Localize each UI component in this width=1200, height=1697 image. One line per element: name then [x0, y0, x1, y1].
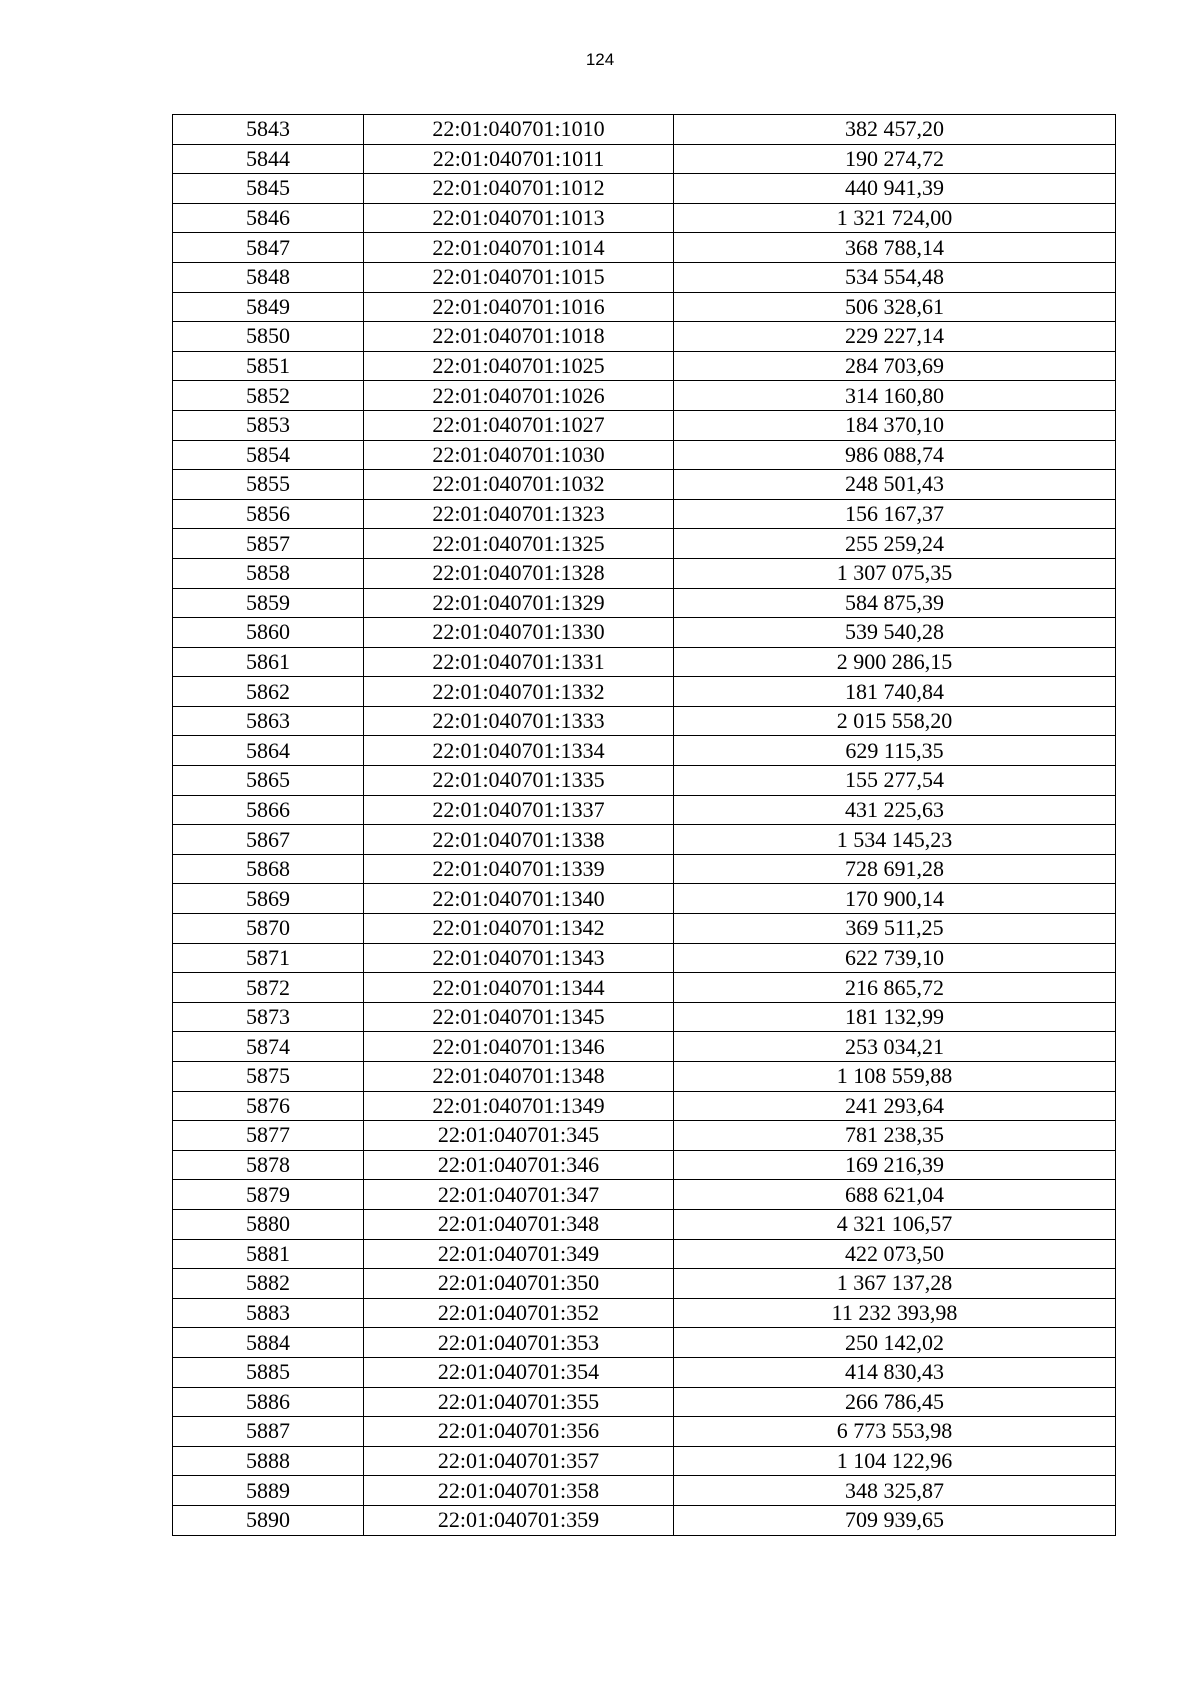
cadastral-number-cell: 22:01:040701:1346: [364, 1032, 674, 1062]
row-number-cell: 5872: [173, 973, 364, 1003]
cadastral-number-cell: 22:01:040701:1032: [364, 470, 674, 500]
row-number-cell: 5868: [173, 854, 364, 884]
cadastral-number-cell: 22:01:040701:357: [364, 1446, 674, 1476]
value-cell: 2 900 286,15: [674, 647, 1116, 677]
row-number-cell: 5867: [173, 825, 364, 855]
table-row: [173, 410, 1116, 440]
page-number: 124: [585, 50, 615, 69]
table-row: [173, 736, 1116, 766]
table-row: [173, 884, 1116, 914]
value-cell: 534 554,48: [674, 262, 1116, 292]
value-cell: 368 788,14: [674, 233, 1116, 263]
cadastral-number-cell: 22:01:040701:1328: [364, 558, 674, 588]
value-cell: 440 941,39: [674, 174, 1116, 204]
table-row: [173, 1387, 1116, 1417]
cadastral-number-cell: 22:01:040701:1338: [364, 825, 674, 855]
row-number-cell: 5850: [173, 322, 364, 352]
cadastral-number-cell: 22:01:040701:1011: [364, 144, 674, 174]
value-cell: 156 167,37: [674, 499, 1116, 529]
row-number-cell: 5845: [173, 174, 364, 204]
row-number-cell: 5847: [173, 233, 364, 263]
row-number-cell: 5878: [173, 1150, 364, 1180]
value-cell: 1 104 122,96: [674, 1446, 1116, 1476]
row-number-cell: 5879: [173, 1180, 364, 1210]
cadastral-number-cell: 22:01:040701:1348: [364, 1062, 674, 1092]
row-number-cell: 5877: [173, 1121, 364, 1151]
table-row: [173, 529, 1116, 559]
cadastral-number-cell: 22:01:040701:350: [364, 1269, 674, 1299]
cadastral-number-cell: 22:01:040701:347: [364, 1180, 674, 1210]
cadastral-number-cell: 22:01:040701:1015: [364, 262, 674, 292]
value-cell: 216 865,72: [674, 973, 1116, 1003]
table-row: [173, 766, 1116, 796]
cadastral-number-cell: 22:01:040701:356: [364, 1417, 674, 1447]
value-cell: 986 088,74: [674, 440, 1116, 470]
cadastral-number-cell: 22:01:040701:1027: [364, 410, 674, 440]
table-row: [173, 1209, 1116, 1239]
cadastral-number-cell: 22:01:040701:1343: [364, 943, 674, 973]
row-number-cell: 5844: [173, 144, 364, 174]
table-row: [173, 1505, 1116, 1535]
row-number-cell: 5884: [173, 1328, 364, 1358]
row-number-cell: 5881: [173, 1239, 364, 1269]
cadastral-number-cell: 22:01:040701:1330: [364, 618, 674, 648]
value-cell: 728 691,28: [674, 854, 1116, 884]
cadastral-number-cell: 22:01:040701:1345: [364, 1002, 674, 1032]
cadastral-number-cell: 22:01:040701:1025: [364, 351, 674, 381]
cadastral-number-cell: 22:01:040701:1337: [364, 795, 674, 825]
value-cell: 1 367 137,28: [674, 1269, 1116, 1299]
table-row: [173, 1476, 1116, 1506]
row-number-cell: 5869: [173, 884, 364, 914]
value-cell: 781 238,35: [674, 1121, 1116, 1151]
table-row: [173, 351, 1116, 381]
row-number-cell: 5889: [173, 1476, 364, 1506]
value-cell: 629 115,35: [674, 736, 1116, 766]
value-cell: 622 739,10: [674, 943, 1116, 973]
table-row: [173, 203, 1116, 233]
cadastral-number-cell: 22:01:040701:352: [364, 1298, 674, 1328]
value-cell: 431 225,63: [674, 795, 1116, 825]
table-row: [173, 1180, 1116, 1210]
cadastral-number-cell: 22:01:040701:346: [364, 1150, 674, 1180]
cadastral-number-cell: 22:01:040701:1339: [364, 854, 674, 884]
cadastral-number-cell: 22:01:040701:1349: [364, 1091, 674, 1121]
row-number-cell: 5858: [173, 558, 364, 588]
table-row: [173, 825, 1116, 855]
cadastral-number-cell: 22:01:040701:1013: [364, 203, 674, 233]
value-cell: 253 034,21: [674, 1032, 1116, 1062]
table-row: [173, 1150, 1116, 1180]
table-row: [173, 322, 1116, 352]
row-number-cell: 5855: [173, 470, 364, 500]
cadastral-number-cell: 22:01:040701:1333: [364, 706, 674, 736]
value-cell: 169 216,39: [674, 1150, 1116, 1180]
table-row: [173, 174, 1116, 204]
row-number-cell: 5890: [173, 1505, 364, 1535]
row-number-cell: 5864: [173, 736, 364, 766]
table-row: [173, 558, 1116, 588]
table-row: [173, 1417, 1116, 1447]
value-cell: 11 232 393,98: [674, 1298, 1116, 1328]
table-row: [173, 914, 1116, 944]
row-number-cell: 5882: [173, 1269, 364, 1299]
table-row: [173, 470, 1116, 500]
cadastral-number-cell: 22:01:040701:1030: [364, 440, 674, 470]
row-number-cell: 5849: [173, 292, 364, 322]
table-row: [173, 854, 1116, 884]
row-number-cell: 5885: [173, 1357, 364, 1387]
registry-table: [172, 114, 1116, 1536]
table-row: [173, 1062, 1116, 1092]
row-number-cell: 5886: [173, 1387, 364, 1417]
value-cell: 348 325,87: [674, 1476, 1116, 1506]
row-number-cell: 5862: [173, 677, 364, 707]
table-row: [173, 1032, 1116, 1062]
cadastral-number-cell: 22:01:040701:358: [364, 1476, 674, 1506]
cadastral-number-cell: 22:01:040701:1342: [364, 914, 674, 944]
value-cell: 266 786,45: [674, 1387, 1116, 1417]
row-number-cell: 5874: [173, 1032, 364, 1062]
row-number-cell: 5856: [173, 499, 364, 529]
value-cell: 688 621,04: [674, 1180, 1116, 1210]
cadastral-number-cell: 22:01:040701:1332: [364, 677, 674, 707]
cadastral-number-cell: 22:01:040701:1323: [364, 499, 674, 529]
table-row: [173, 1357, 1116, 1387]
row-number-cell: 5887: [173, 1417, 364, 1447]
value-cell: 584 875,39: [674, 588, 1116, 618]
table-row: [173, 1269, 1116, 1299]
value-cell: 6 773 553,98: [674, 1417, 1116, 1447]
value-cell: 1 307 075,35: [674, 558, 1116, 588]
table-row: [173, 943, 1116, 973]
cadastral-number-cell: 22:01:040701:1344: [364, 973, 674, 1003]
value-cell: 422 073,50: [674, 1239, 1116, 1269]
value-cell: 1 108 559,88: [674, 1062, 1116, 1092]
row-number-cell: 5854: [173, 440, 364, 470]
row-number-cell: 5875: [173, 1062, 364, 1092]
table-row: [173, 706, 1116, 736]
table-row: [173, 144, 1116, 174]
value-cell: 314 160,80: [674, 381, 1116, 411]
table-row: [173, 973, 1116, 1003]
table-row: [173, 1121, 1116, 1151]
value-cell: 155 277,54: [674, 766, 1116, 796]
table-row: [173, 1298, 1116, 1328]
row-number-cell: 5866: [173, 795, 364, 825]
cadastral-number-cell: 22:01:040701:354: [364, 1357, 674, 1387]
value-cell: 1 321 724,00: [674, 203, 1116, 233]
row-number-cell: 5870: [173, 914, 364, 944]
row-number-cell: 5860: [173, 618, 364, 648]
table-row: [173, 499, 1116, 529]
row-number-cell: 5863: [173, 706, 364, 736]
table-row: [173, 677, 1116, 707]
table-row: [173, 440, 1116, 470]
row-number-cell: 5880: [173, 1209, 364, 1239]
table-row: [173, 292, 1116, 322]
value-cell: 284 703,69: [674, 351, 1116, 381]
cadastral-number-cell: 22:01:040701:1018: [364, 322, 674, 352]
value-cell: 250 142,02: [674, 1328, 1116, 1358]
row-number-cell: 5865: [173, 766, 364, 796]
cadastral-number-cell: 22:01:040701:1016: [364, 292, 674, 322]
value-cell: 4 321 106,57: [674, 1209, 1116, 1239]
table-body: [173, 115, 1116, 1536]
value-cell: 181 132,99: [674, 1002, 1116, 1032]
value-cell: 229 227,14: [674, 322, 1116, 352]
cadastral-number-cell: 22:01:040701:348: [364, 1209, 674, 1239]
value-cell: 539 540,28: [674, 618, 1116, 648]
table-row: [173, 1446, 1116, 1476]
cadastral-number-cell: 22:01:040701:1334: [364, 736, 674, 766]
value-cell: 1 534 145,23: [674, 825, 1116, 855]
cadastral-number-cell: 22:01:040701:345: [364, 1121, 674, 1151]
row-number-cell: 5848: [173, 262, 364, 292]
cadastral-number-cell: 22:01:040701:1014: [364, 233, 674, 263]
table-row: [173, 115, 1116, 145]
value-cell: 241 293,64: [674, 1091, 1116, 1121]
cadastral-number-cell: 22:01:040701:1329: [364, 588, 674, 618]
table-row: [173, 795, 1116, 825]
table-row: [173, 1239, 1116, 1269]
cadastral-number-cell: 22:01:040701:1331: [364, 647, 674, 677]
value-cell: 506 328,61: [674, 292, 1116, 322]
row-number-cell: 5843: [173, 115, 364, 145]
row-number-cell: 5861: [173, 647, 364, 677]
cadastral-number-cell: 22:01:040701:1010: [364, 115, 674, 145]
row-number-cell: 5883: [173, 1298, 364, 1328]
row-number-cell: 5876: [173, 1091, 364, 1121]
value-cell: 248 501,43: [674, 470, 1116, 500]
row-number-cell: 5853: [173, 410, 364, 440]
row-number-cell: 5871: [173, 943, 364, 973]
cadastral-number-cell: 22:01:040701:1340: [364, 884, 674, 914]
cadastral-number-cell: 22:01:040701:1335: [364, 766, 674, 796]
table-row: [173, 618, 1116, 648]
table-row: [173, 262, 1116, 292]
value-cell: 2 015 558,20: [674, 706, 1116, 736]
cadastral-number-cell: 22:01:040701:1325: [364, 529, 674, 559]
row-number-cell: 5846: [173, 203, 364, 233]
cadastral-number-cell: 22:01:040701:1026: [364, 381, 674, 411]
row-number-cell: 5873: [173, 1002, 364, 1032]
cadastral-number-cell: 22:01:040701:359: [364, 1505, 674, 1535]
cadastral-number-cell: 22:01:040701:1012: [364, 174, 674, 204]
row-number-cell: 5888: [173, 1446, 364, 1476]
row-number-cell: 5851: [173, 351, 364, 381]
table-row: [173, 381, 1116, 411]
row-number-cell: 5852: [173, 381, 364, 411]
value-cell: 414 830,43: [674, 1357, 1116, 1387]
cadastral-number-cell: 22:01:040701:353: [364, 1328, 674, 1358]
table-row: [173, 233, 1116, 263]
cadastral-number-cell: 22:01:040701:349: [364, 1239, 674, 1269]
value-cell: 170 900,14: [674, 884, 1116, 914]
table-row: [173, 1091, 1116, 1121]
table-row: [173, 647, 1116, 677]
value-cell: 255 259,24: [674, 529, 1116, 559]
value-cell: 369 511,25: [674, 914, 1116, 944]
row-number-cell: 5859: [173, 588, 364, 618]
table-row: [173, 1328, 1116, 1358]
value-cell: 181 740,84: [674, 677, 1116, 707]
cadastral-number-cell: 22:01:040701:355: [364, 1387, 674, 1417]
value-cell: 382 457,20: [674, 115, 1116, 145]
table-row: [173, 1002, 1116, 1032]
table-row: [173, 588, 1116, 618]
value-cell: 190 274,72: [674, 144, 1116, 174]
row-number-cell: 5857: [173, 529, 364, 559]
value-cell: 709 939,65: [674, 1505, 1116, 1535]
value-cell: 184 370,10: [674, 410, 1116, 440]
